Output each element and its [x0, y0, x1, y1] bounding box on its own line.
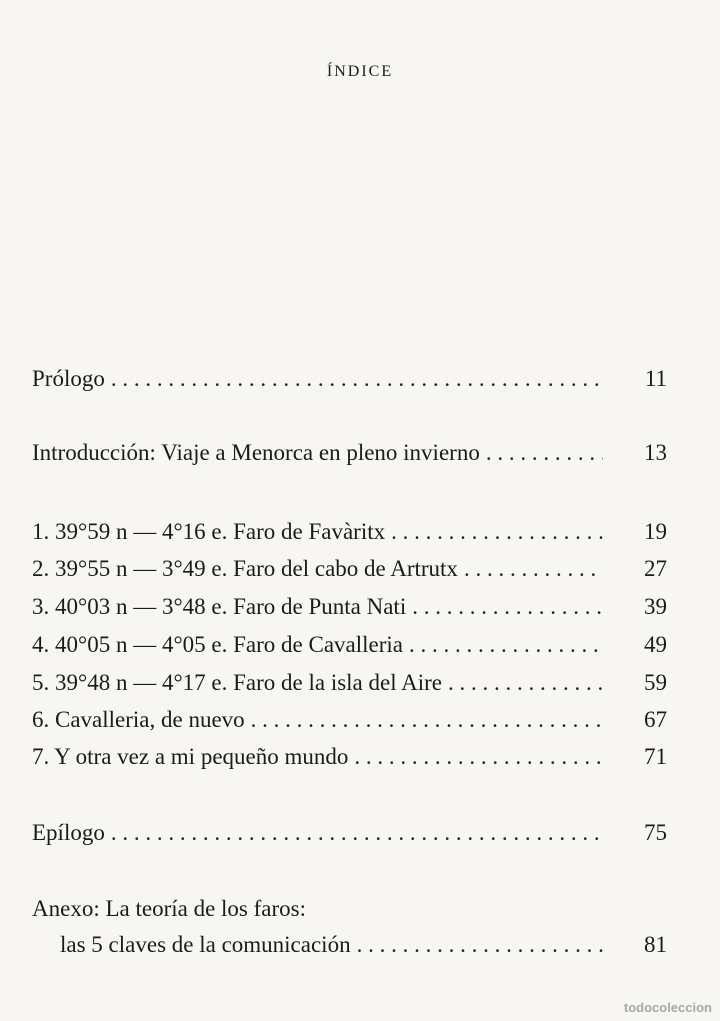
- toc-entry-chapter-2: [32, 554, 667, 584]
- toc-entry-page: 75: [644, 820, 667, 845]
- page-title: índice: [326, 56, 394, 81]
- toc-entry-page: 39: [644, 594, 667, 619]
- toc-entry-label: 6. Cavalleria, de nuevo: [32, 707, 245, 732]
- dot-leader: [391, 517, 603, 547]
- toc-entry-label: 7. Y otra vez a mi pequeño mundo: [32, 744, 349, 769]
- toc-entry-chapter-5: [32, 668, 667, 698]
- dot-leader: [354, 742, 603, 772]
- toc-entry-page: 71: [644, 744, 667, 769]
- toc-entry-chapter-6: [32, 705, 667, 735]
- toc-entry-anexo-title: [32, 894, 667, 924]
- toc-entry-label: Prólogo: [32, 366, 105, 391]
- toc-entry-page: 19: [644, 519, 667, 544]
- toc-entry-page: 49: [644, 632, 667, 657]
- toc-entry-label: Epílogo: [32, 820, 105, 845]
- watermark-logo: todocoleccion: [623, 1000, 712, 1015]
- dot-leader: [111, 364, 603, 394]
- toc-entry-label: las 5 claves de la comunicación: [60, 932, 351, 957]
- toc-entry-prologo: [32, 364, 667, 394]
- toc-entry-page: 59: [644, 670, 667, 695]
- toc-entry-page: 81: [644, 932, 667, 957]
- toc-entry-epilogo: [32, 818, 667, 848]
- dot-leader: [448, 668, 603, 698]
- toc-entry-anexo: [32, 930, 667, 960]
- toc-entry-chapter-7: [32, 742, 667, 772]
- toc-entry-label: Introducción: Viaje a Menorca en pleno invierno: [32, 440, 480, 465]
- toc-entry-page: 13: [644, 440, 667, 465]
- dot-leader: [412, 592, 603, 622]
- dot-leader: [251, 705, 603, 735]
- toc-entry-label: 3. 40°03 n — 3°48 e. Faro de Punta Nati: [32, 594, 407, 619]
- dot-leader: [486, 438, 603, 468]
- toc-entry-label: 4. 40°05 n — 4°05 e. Faro de Cavalleria: [32, 632, 403, 657]
- dot-leader: [464, 554, 603, 584]
- toc-entry-introduccion: [32, 438, 667, 468]
- dot-leader: [357, 930, 603, 960]
- toc-entry-page: 11: [644, 366, 667, 391]
- toc-entry-label: 5. 39°48 n — 4°17 e. Faro de la isla del Aire: [32, 670, 442, 695]
- toc-entry-label: Anexo: La teoría de los faros:: [32, 896, 306, 921]
- toc-entry-chapter-3: [32, 592, 667, 622]
- dot-leader: [111, 818, 603, 848]
- toc-entry-label: 1. 39°59 n — 4°16 e. Faro de Favàritx: [32, 519, 386, 544]
- toc-entry-page: 67: [644, 707, 667, 732]
- toc-entry-label: 2. 39°55 n — 3°49 e. Faro del cabo de Artrutx: [32, 556, 458, 581]
- toc-entry-chapter-4: [32, 630, 667, 660]
- toc-entry-page: 27: [644, 556, 667, 581]
- dot-leader: [409, 630, 603, 660]
- toc-entry-chapter-1: [32, 517, 667, 547]
